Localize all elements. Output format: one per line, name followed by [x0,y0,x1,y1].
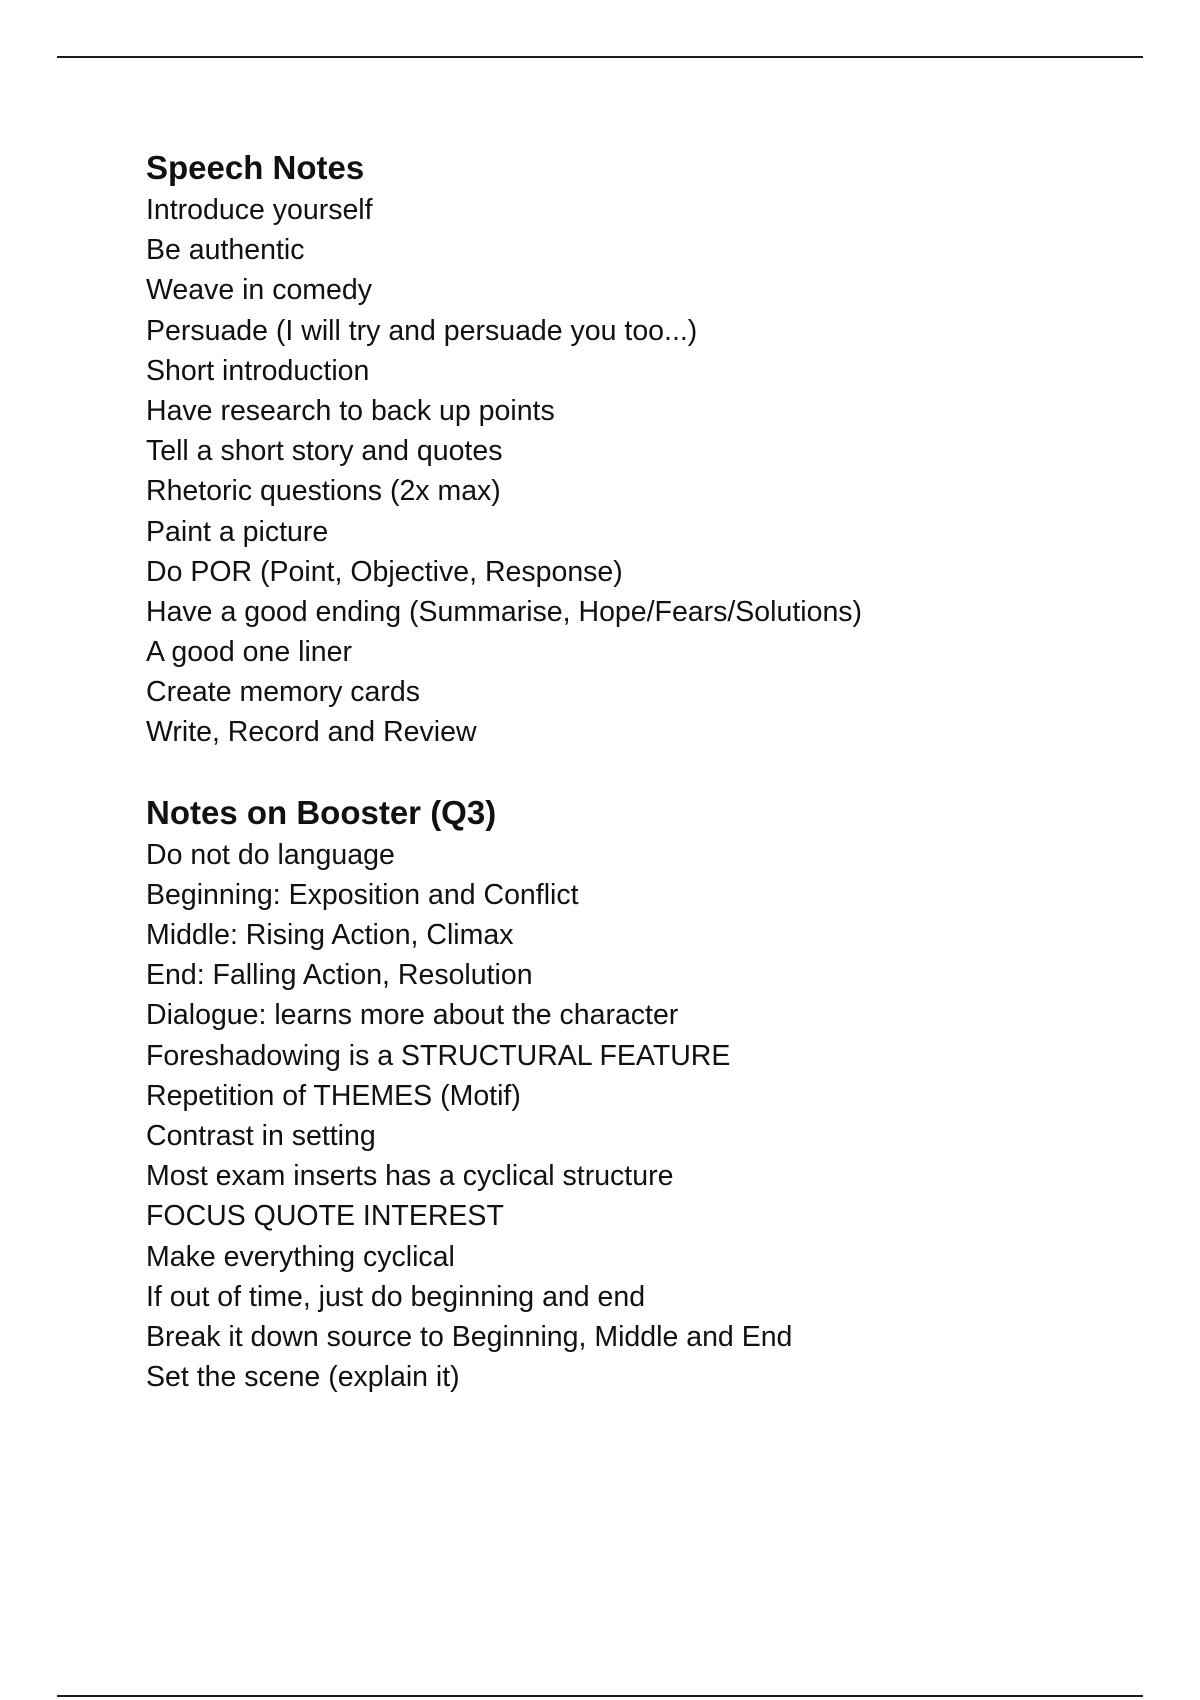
list-item: A good one liner [146,636,352,669]
list-item: Introduce yourself [146,194,373,226]
list-item: Tell a short story and quotes [146,435,503,468]
list-item: Do not do language [146,838,395,871]
list-item: Repetition of THEMES (Motif) [146,1079,521,1112]
booster-notes-list [146,835,1106,1398]
list-item: Foreshadowing is a STRUCTURAL FEATURE [146,1039,731,1072]
booster-notes-section [146,791,1106,1398]
list-item: Beginning: Exposition and Conflict [146,878,579,911]
list-item: Have research to back up points [146,394,555,427]
list-item: Persuade (I will try and persuade you too...) [146,314,698,347]
list-item: Create memory cards [146,676,420,709]
list-item: Have a good ending (Summarise, Hope/Fears/Solutions) [146,595,863,628]
list-item: Do POR (Point, Objective, Response) [146,555,623,588]
list-item: Be authentic [146,234,305,267]
list-item: Middle: Rising Action, Climax [146,919,514,951]
speech-notes-list [146,190,1106,753]
list-item: Weave in comedy [146,274,372,307]
section-heading: Notes on Booster (Q3) [146,793,497,831]
speech-notes-section [146,146,1106,753]
list-item: If out of time, just do beginning and end [146,1280,646,1313]
list-item: Most exam inserts has a cyclical structure [146,1160,674,1193]
list-item: End: Falling Action, Resolution [146,959,533,992]
section-heading: Speech Notes [146,149,365,186]
list-item: FOCUS QUOTE INTEREST [146,1200,504,1233]
list-item: Paint a picture [146,515,329,548]
list-item: Dialogue: learns more about the character [146,999,679,1032]
list-item: Break it down source to Beginning, Middle and End [146,1320,793,1353]
document-body [146,146,1106,1397]
bottom-divider [57,1695,1143,1697]
top-divider [57,56,1143,58]
list-item: Write, Record and Review [146,716,477,749]
list-item: Set the scene (explain it) [146,1361,460,1394]
list-item: Make everything cyclical [146,1240,455,1273]
list-item: Rhetoric questions (2x max) [146,475,501,508]
list-item: Short introduction [146,354,370,387]
list-item: Contrast in setting [146,1119,376,1152]
